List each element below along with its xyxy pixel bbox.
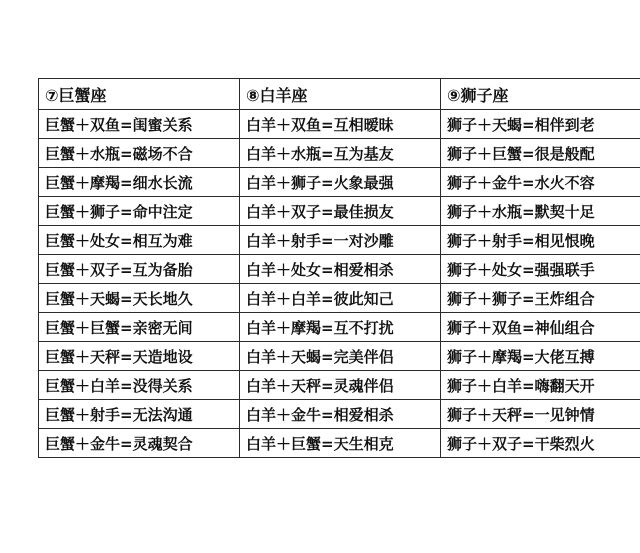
zodiac-compatibility-table [38,78,640,458]
cell-leo-2: 狮子＋巨蟹=很是般配 [441,139,640,168]
cell-leo-6: 狮子＋处女=强强联手 [441,255,640,284]
cell-leo-8: 狮子＋双鱼=神仙组合 [441,313,640,342]
table-row [39,110,640,139]
cell-aries-10: 白羊＋天秤=灵魂伴侣 [240,371,441,400]
cell-cancer-2: 巨蟹＋水瓶=磁场不合 [39,139,240,168]
table-row [39,342,640,371]
table-row [39,139,640,168]
table-row [39,255,640,284]
cell-aries-12: 白羊＋巨蟹=天生相克 [240,429,441,458]
cell-leo-1: 狮子＋天蝎=相伴到老 [441,110,640,139]
table-row [39,371,640,400]
cell-leo-12: 狮子＋双子=干柴烈火 [441,429,640,458]
cell-aries-1: 白羊＋双鱼=互相暧昧 [240,110,441,139]
table-header-row [39,79,640,110]
column-header-leo: ⑨狮子座 [441,79,640,110]
cell-cancer-9: 巨蟹＋天秤=天造地设 [39,342,240,371]
table-row [39,313,640,342]
table-row [39,429,640,458]
cell-cancer-8: 巨蟹＋巨蟹=亲密无间 [39,313,240,342]
cell-cancer-1: 巨蟹＋双鱼=闺蜜关系 [39,110,240,139]
table-row [39,226,640,255]
cell-cancer-6: 巨蟹＋双子=互为备胎 [39,255,240,284]
table-row [39,284,640,313]
cell-cancer-7: 巨蟹＋天蝎=天长地久 [39,284,240,313]
cell-cancer-5: 巨蟹＋处女=相互为难 [39,226,240,255]
cell-aries-6: 白羊＋处女=相爱相杀 [240,255,441,284]
cell-cancer-4: 巨蟹＋狮子=命中注定 [39,197,240,226]
cell-aries-2: 白羊＋水瓶=互为基友 [240,139,441,168]
table-row [39,400,640,429]
column-header-aries: ⑧白羊座 [240,79,441,110]
cell-leo-4: 狮子＋水瓶=默契十足 [441,197,640,226]
cell-aries-9: 白羊＋天蝎=完美伴侣 [240,342,441,371]
cell-aries-8: 白羊＋摩羯=互不打扰 [240,313,441,342]
table-row [39,168,640,197]
cell-cancer-3: 巨蟹＋摩羯=细水长流 [39,168,240,197]
cell-aries-5: 白羊＋射手=一对沙雕 [240,226,441,255]
table-row [39,197,640,226]
cell-aries-11: 白羊＋金牛=相爱相杀 [240,400,441,429]
cell-aries-7: 白羊＋白羊=彼此知己 [240,284,441,313]
cell-leo-3: 狮子＋金牛=水火不容 [441,168,640,197]
zodiac-compatibility-table-container [38,78,602,458]
cell-leo-5: 狮子＋射手=相见恨晚 [441,226,640,255]
cell-leo-7: 狮子＋狮子=王炸组合 [441,284,640,313]
cell-leo-11: 狮子＋天秤=一见钟情 [441,400,640,429]
cell-aries-3: 白羊＋狮子=火象最强 [240,168,441,197]
cell-cancer-12: 巨蟹＋金牛=灵魂契合 [39,429,240,458]
table-header [39,79,640,110]
cell-cancer-10: 巨蟹＋白羊=没得关系 [39,371,240,400]
cell-leo-10: 狮子＋白羊=嗨翻天开 [441,371,640,400]
column-header-cancer: ⑦巨蟹座 [39,79,240,110]
table-body [39,110,640,458]
cell-cancer-11: 巨蟹＋射手=无法沟通 [39,400,240,429]
cell-aries-4: 白羊＋双子=最佳损友 [240,197,441,226]
cell-leo-9: 狮子＋摩羯=大佬互搏 [441,342,640,371]
